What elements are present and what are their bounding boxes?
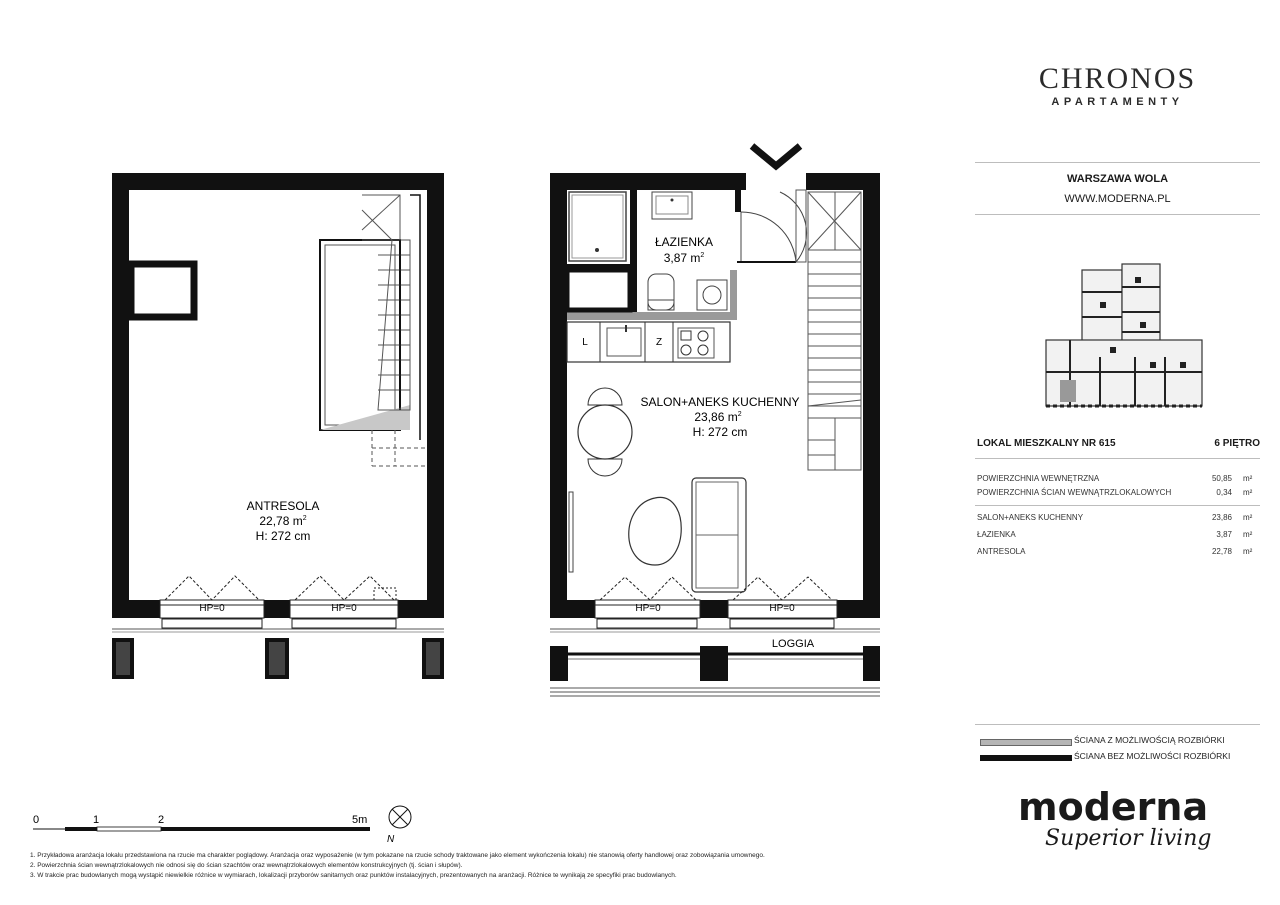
antresola-height: H: 272 cm [255,529,311,543]
unit-highlight [1060,380,1076,402]
area-label: POWIERZCHNIA ŚCIAN WEWNĄTRZLOKALOWYCH [977,488,1172,497]
antresola-plan [112,173,444,679]
room-unit: m² [1243,547,1253,556]
brand-logo: CHRONOS [1038,62,1197,95]
area-value: 0,34 [1216,488,1232,497]
divider [975,162,1260,163]
legend-label: ŚCIANA Z MOŻLIWOŚCIĄ ROZBIÓRKI [1074,735,1225,745]
footnote: 3. W trakcie prac budowlanych mogą wystąpić niewielkie różnice w wymiarach, lokalizacji przyborów sanitarnych oraz punktów instalacyjnych, prezentowanych na aranżacji. Różnice te wynikają ze specyfiki prac budowlanych. [30,872,677,879]
unit-floor: 6 PIĘTRO [1214,438,1260,449]
room-label: ŁAZIENKA [977,530,1016,539]
legend-label: ŚCIANA BEZ MOŻLIWOŚCI ROZBIÓRKI [1074,751,1231,761]
building-key-plan [1040,262,1206,412]
location-website[interactable]: WWW.MODERNA.PL [1064,193,1171,205]
divider [975,458,1260,459]
room-unit: m² [1243,513,1253,522]
unit-title: LOKAL MIESZKALNY NR 615 [977,438,1116,449]
window-mark: HP=0 [331,603,357,614]
developer-tagline: Superior living [1045,826,1212,851]
salon-area: 23,86 $m^2$ [694,410,742,424]
scale-bar [25,800,445,850]
loggia-label: LOGGIA [771,638,815,650]
room-value: 22,78 [1211,547,1232,556]
developer-logo: moderna [1018,785,1209,829]
scale-tick-label: 1 [93,814,100,826]
location-city: WARSZAWA WOLA [1066,173,1169,185]
antresola-name: ANTRESOLA [246,499,320,513]
scale-tick-label: 2 [158,814,165,826]
room-unit: m² [1243,530,1253,539]
salon-name: SALON+ANEKS KUCHENNY [640,395,800,409]
room-value: 23,86 [1211,513,1232,522]
divider [975,505,1260,506]
divider [975,724,1260,725]
room-value: 3,87 [1216,530,1232,539]
lazienka-area: 3,87 $m^2$ [663,251,705,265]
lazienka-name: ŁAZIENKA [654,235,714,249]
window-mark: HP=0 [199,603,225,614]
area-label: POWIERZCHNIA WEWNĘTRZNA [977,474,1100,483]
north-label: N [387,834,395,845]
legend-swatch-removable [980,739,1072,746]
window-mark: HP=0 [769,603,795,614]
north-arrow-icon [387,806,411,845]
area-unit: m² [1243,474,1253,483]
cabinet-label: Z [655,337,663,348]
window-mark: HP=0 [635,603,661,614]
brand-subtitle: APARTAMENTY [1051,96,1184,108]
scale-tick-label: 0 [33,814,40,826]
footnote: 2. Powierzchnia ścian wewnątrzlokalowych nie odnosi się do ścian szachtów oraz wewnątrzlokalowych elementów konstrukcyjnych (tj. ścian i słupów). [30,862,463,869]
area-value: 50,85 [1211,474,1232,483]
fridge-label: L [582,337,588,348]
legend-swatch-structural [980,755,1072,761]
room-label: ANTRESOLA [977,547,1026,556]
area-unit: m² [1243,488,1253,497]
antresola-area: 22,78 $m^2$ [259,514,307,528]
room-label: SALON+ANEKS KUCHENNY [977,513,1084,522]
divider [975,214,1260,215]
footnote: 1. Przykładowa aranżacja lokalu przedstawiona na rzucie ma charakter poglądowy. Aranżacja oraz wyposażenie (w tym pokazane na rzucie schody traktowane jako element wykończenia lokalu) nie stanowią oferty handlowej oraz zobowiązania umownego. [30,852,765,859]
salon-height: H: 272 cm [692,425,748,439]
scale-tick-label: 5m [352,814,368,826]
